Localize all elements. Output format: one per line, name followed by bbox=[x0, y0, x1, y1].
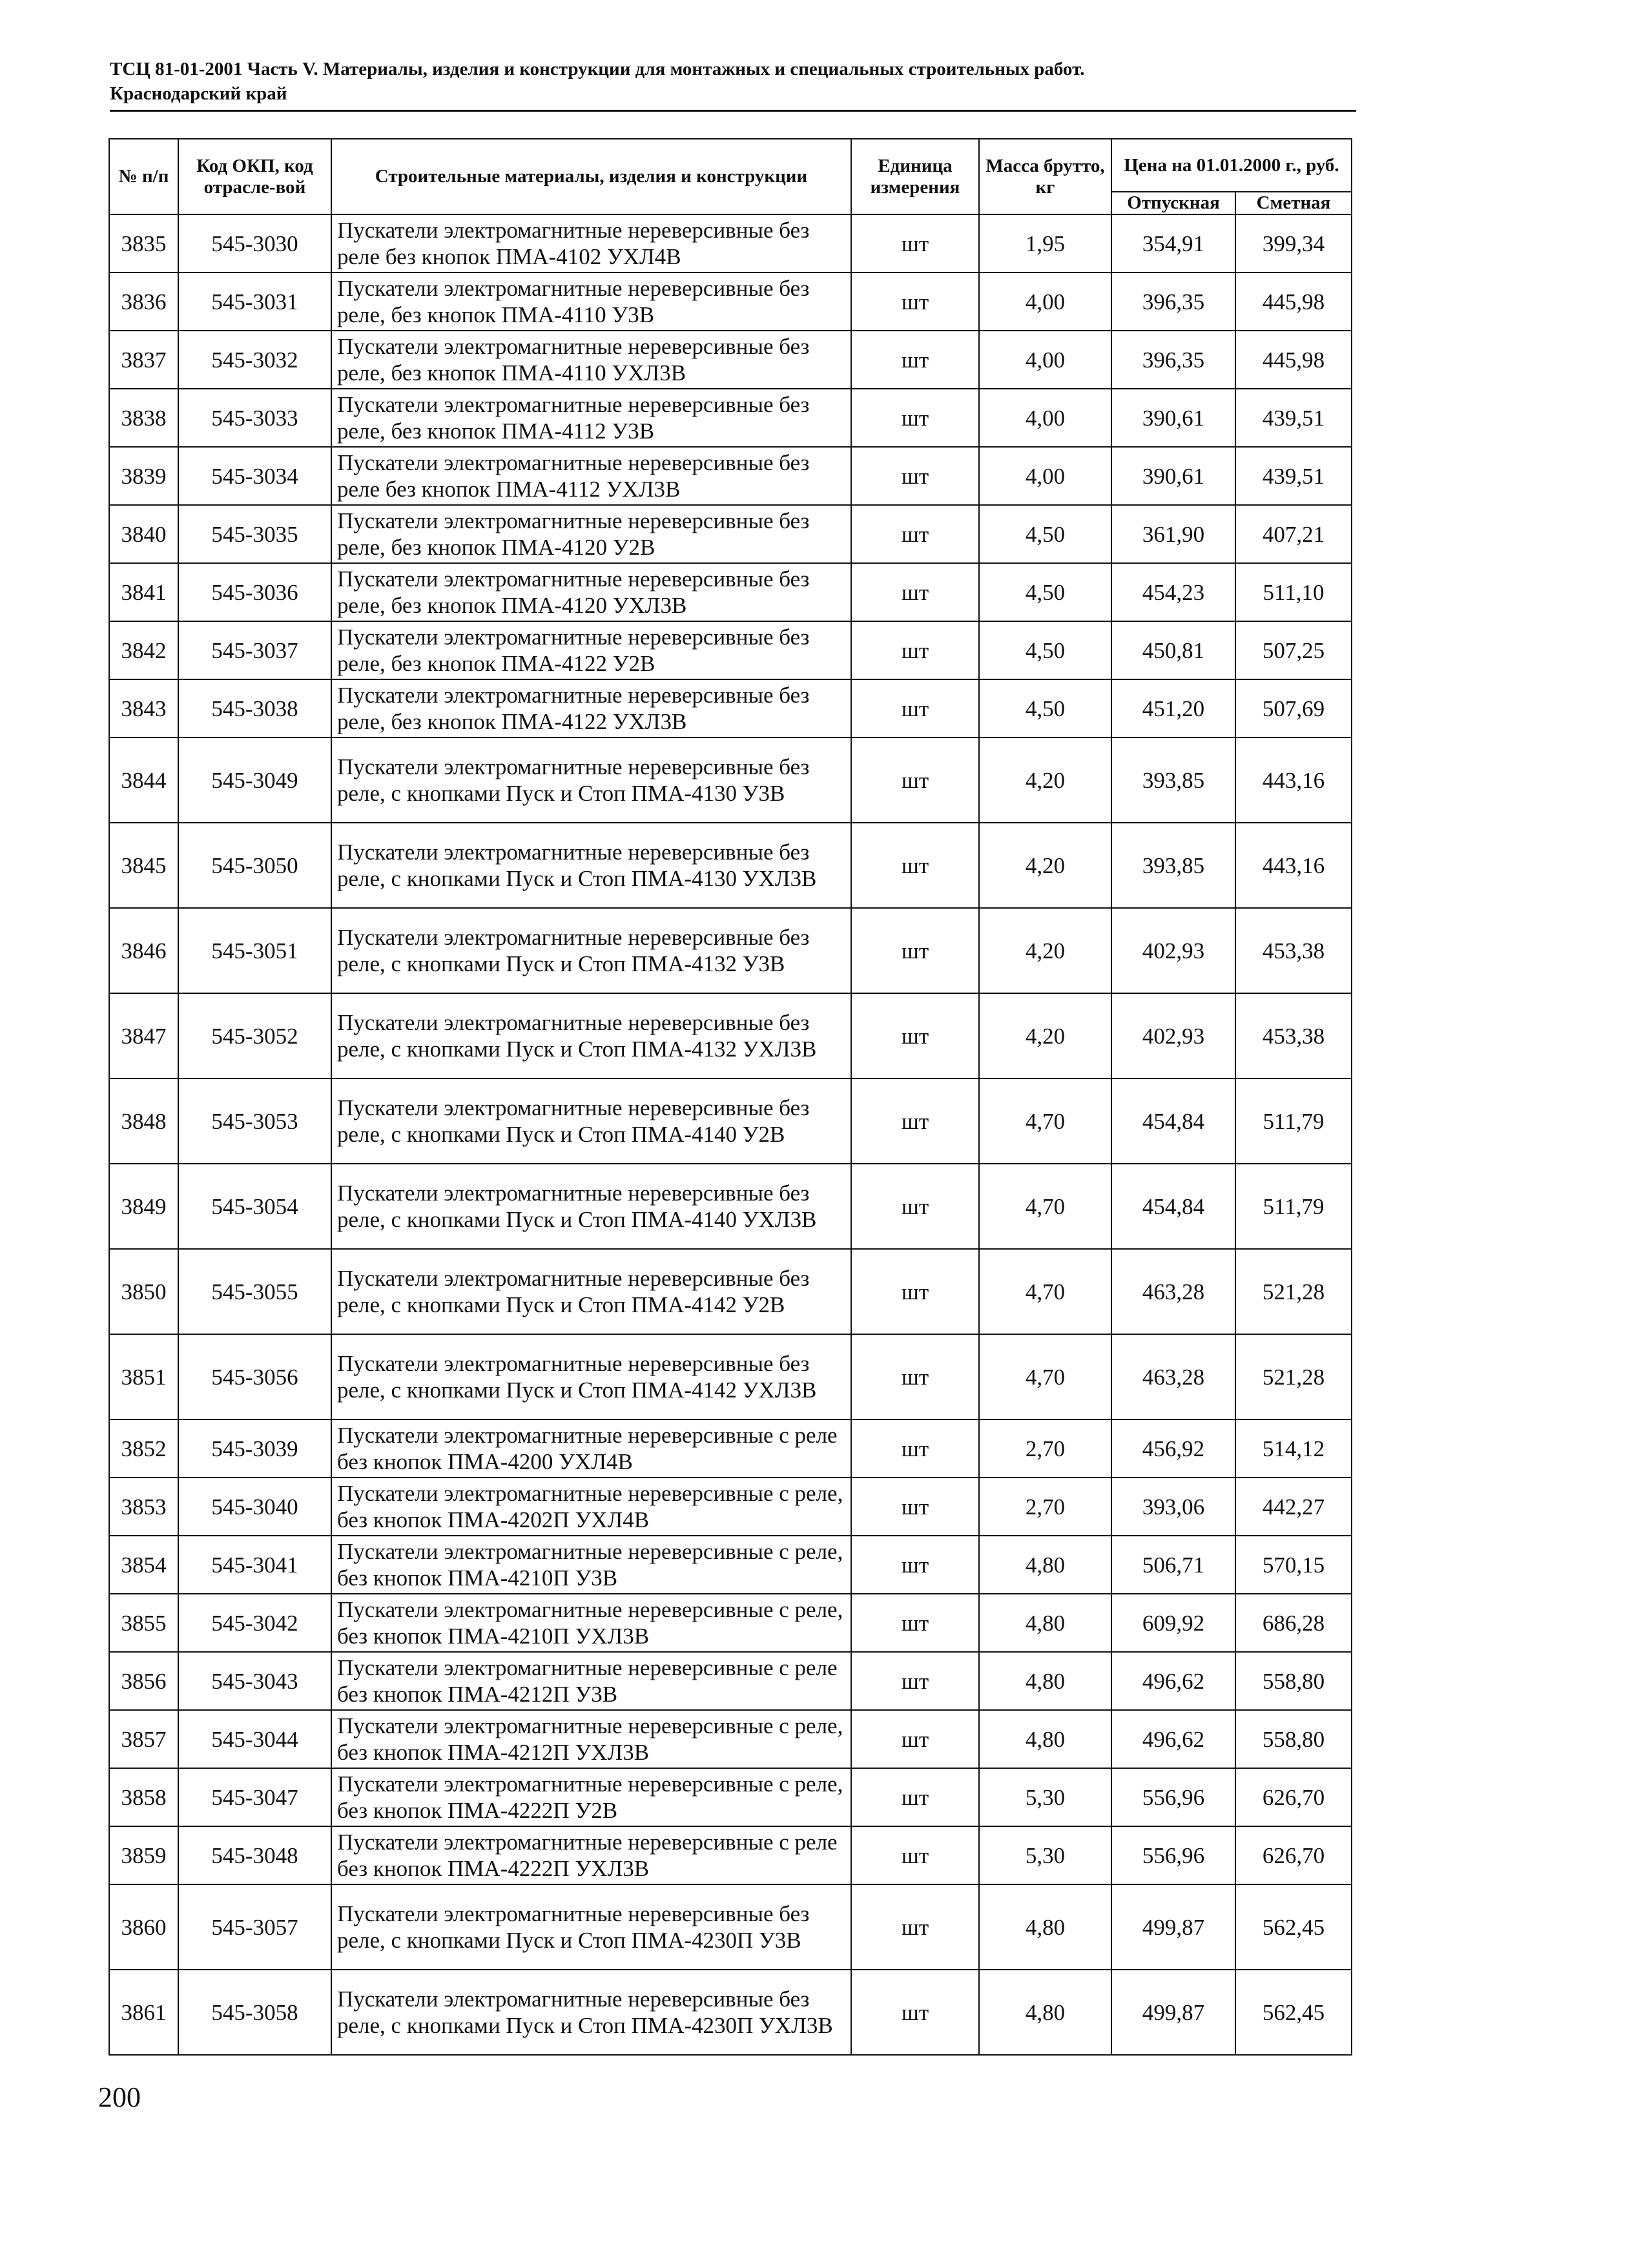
table-row bbox=[109, 993, 1352, 1078]
cell-unit: шт bbox=[851, 908, 979, 993]
cell-num: 3836 bbox=[109, 273, 178, 331]
cell-release: 454,84 bbox=[1111, 1078, 1235, 1164]
cell-okp: 545-3057 bbox=[178, 1884, 331, 1970]
cell-num: 3860 bbox=[109, 1884, 178, 1970]
cell-num: 3850 bbox=[109, 1249, 178, 1334]
cell-okp: 545-3052 bbox=[178, 993, 331, 1078]
cell-mass: 4,50 bbox=[979, 563, 1111, 621]
cell-num: 3857 bbox=[109, 1710, 178, 1768]
cell-name: Пускатели электромагнитные нереверсивные без реле, без кнопок ПМА-4122 У2В bbox=[331, 621, 851, 679]
table-row bbox=[109, 1536, 1352, 1594]
cell-release: 396,35 bbox=[1111, 331, 1235, 389]
cell-mass: 4,80 bbox=[979, 1970, 1111, 2055]
cell-estimate: 507,25 bbox=[1235, 621, 1352, 679]
cell-mass: 2,70 bbox=[979, 1419, 1111, 1478]
cell-unit: шт bbox=[851, 505, 979, 563]
cell-unit: шт bbox=[851, 1334, 979, 1419]
cell-mass: 4,50 bbox=[979, 679, 1111, 737]
cell-estimate: 562,45 bbox=[1235, 1970, 1352, 2055]
cell-mass: 4,20 bbox=[979, 737, 1111, 823]
cell-name: Пускатели электромагнитные нереверсивные без реле без кнопок ПМА-4102 УХЛ4В bbox=[331, 214, 851, 273]
table-row bbox=[109, 1594, 1352, 1652]
cell-unit: шт bbox=[851, 823, 979, 908]
cell-name: Пускатели электромагнитные нереверсивные с реле без кнопок ПМА-4212П У3В bbox=[331, 1652, 851, 1710]
table-row bbox=[109, 1710, 1352, 1768]
cell-okp: 545-3039 bbox=[178, 1419, 331, 1478]
cell-unit: шт bbox=[851, 1164, 979, 1249]
cell-release: 396,35 bbox=[1111, 273, 1235, 331]
cell-unit: шт bbox=[851, 1594, 979, 1652]
cell-num: 3859 bbox=[109, 1826, 178, 1884]
cell-okp: 545-3040 bbox=[178, 1478, 331, 1536]
page-number: 200 bbox=[98, 2081, 141, 2113]
cell-okp: 545-3056 bbox=[178, 1334, 331, 1419]
cell-mass: 4,50 bbox=[979, 505, 1111, 563]
cell-num: 3838 bbox=[109, 389, 178, 447]
cell-release: 354,91 bbox=[1111, 214, 1235, 273]
table-row bbox=[109, 1164, 1352, 1249]
cell-estimate: 570,15 bbox=[1235, 1536, 1352, 1594]
cell-okp: 545-3049 bbox=[178, 737, 331, 823]
cell-okp: 545-3042 bbox=[178, 1594, 331, 1652]
document-title: ТСЦ 81-01-2001 Часть V. Материалы, изделия и конструкции для монтажных и специальных строительных работ. bbox=[110, 59, 1085, 79]
col-header-mass: Масса брутто, кг bbox=[979, 139, 1111, 214]
cell-name: Пускатели электромагнитные нереверсивные без реле, без кнопок ПМА-4120 УХЛ3В bbox=[331, 563, 851, 621]
table-row bbox=[109, 679, 1352, 737]
cell-release: 361,90 bbox=[1111, 505, 1235, 563]
table-body bbox=[109, 214, 1352, 2055]
cell-estimate: 399,34 bbox=[1235, 214, 1352, 273]
cell-unit: шт bbox=[851, 1652, 979, 1710]
cell-okp: 545-3032 bbox=[178, 331, 331, 389]
cell-num: 3839 bbox=[109, 447, 178, 505]
cell-mass: 4,70 bbox=[979, 1334, 1111, 1419]
cell-unit: шт bbox=[851, 1970, 979, 2055]
cell-okp: 545-3048 bbox=[178, 1826, 331, 1884]
cell-name: Пускатели электромагнитные нереверсивные с реле, без кнопок ПМА-4210П УХЛ3В bbox=[331, 1594, 851, 1652]
cell-release: 456,92 bbox=[1111, 1419, 1235, 1478]
cell-name: Пускатели электромагнитные нереверсивные без реле, без кнопок ПМА-4120 У2В bbox=[331, 505, 851, 563]
cell-unit: шт bbox=[851, 447, 979, 505]
cell-num: 3847 bbox=[109, 993, 178, 1078]
cell-unit: шт bbox=[851, 1536, 979, 1594]
cell-release: 499,87 bbox=[1111, 1970, 1235, 2055]
cell-name: Пускатели электромагнитные нереверсивные с реле, без кнопок ПМА-4212П УХЛ3В bbox=[331, 1710, 851, 1768]
cell-okp: 545-3043 bbox=[178, 1652, 331, 1710]
region-subtitle: Краснодарский край bbox=[110, 83, 287, 104]
cell-unit: шт bbox=[851, 621, 979, 679]
cell-estimate: 686,28 bbox=[1235, 1594, 1352, 1652]
table-row bbox=[109, 823, 1352, 908]
cell-name: Пускатели электромагнитные нереверсивные без реле, с кнопками Пуск и Стоп ПМА-4132 У3В bbox=[331, 908, 851, 993]
cell-estimate: 558,80 bbox=[1235, 1710, 1352, 1768]
cell-num: 3840 bbox=[109, 505, 178, 563]
cell-unit: шт bbox=[851, 737, 979, 823]
cell-mass: 4,80 bbox=[979, 1652, 1111, 1710]
cell-num: 3853 bbox=[109, 1478, 178, 1536]
price-table bbox=[108, 138, 1352, 2056]
table-row bbox=[109, 214, 1352, 273]
cell-name: Пускатели электромагнитные нереверсивные с реле без кнопок ПМА-4222П УХЛ3В bbox=[331, 1826, 851, 1884]
cell-mass: 4,20 bbox=[979, 823, 1111, 908]
col-header-price: Цена на 01.01.2000 г., руб. bbox=[1111, 139, 1352, 192]
cell-mass: 4,20 bbox=[979, 908, 1111, 993]
cell-estimate: 445,98 bbox=[1235, 273, 1352, 331]
col-header-name: Строительные материалы, изделия и конструкции bbox=[331, 139, 851, 214]
cell-mass: 4,70 bbox=[979, 1164, 1111, 1249]
cell-okp: 545-3053 bbox=[178, 1078, 331, 1164]
cell-release: 609,92 bbox=[1111, 1594, 1235, 1652]
cell-unit: шт bbox=[851, 1768, 979, 1826]
page-header bbox=[110, 57, 1356, 106]
table-row bbox=[109, 505, 1352, 563]
table-row bbox=[109, 908, 1352, 993]
cell-mass: 4,50 bbox=[979, 621, 1111, 679]
cell-release: 393,06 bbox=[1111, 1478, 1235, 1536]
cell-release: 556,96 bbox=[1111, 1826, 1235, 1884]
cell-okp: 545-3030 bbox=[178, 214, 331, 273]
cell-mass: 5,30 bbox=[979, 1768, 1111, 1826]
cell-mass: 4,00 bbox=[979, 273, 1111, 331]
cell-release: 506,71 bbox=[1111, 1536, 1235, 1594]
cell-mass: 4,00 bbox=[979, 331, 1111, 389]
cell-release: 451,20 bbox=[1111, 679, 1235, 737]
cell-okp: 545-3055 bbox=[178, 1249, 331, 1334]
cell-estimate: 453,38 bbox=[1235, 993, 1352, 1078]
cell-num: 3851 bbox=[109, 1334, 178, 1419]
cell-estimate: 445,98 bbox=[1235, 331, 1352, 389]
cell-mass: 4,80 bbox=[979, 1594, 1111, 1652]
cell-release: 402,93 bbox=[1111, 993, 1235, 1078]
cell-release: 393,85 bbox=[1111, 823, 1235, 908]
cell-estimate: 511,10 bbox=[1235, 563, 1352, 621]
cell-estimate: 626,70 bbox=[1235, 1768, 1352, 1826]
cell-release: 463,28 bbox=[1111, 1249, 1235, 1334]
cell-estimate: 562,45 bbox=[1235, 1884, 1352, 1970]
cell-num: 3843 bbox=[109, 679, 178, 737]
cell-estimate: 439,51 bbox=[1235, 447, 1352, 505]
table-header bbox=[109, 139, 1352, 214]
cell-unit: шт bbox=[851, 1710, 979, 1768]
table-row bbox=[109, 563, 1352, 621]
cell-estimate: 442,27 bbox=[1235, 1478, 1352, 1536]
table-row bbox=[109, 1078, 1352, 1164]
cell-unit: шт bbox=[851, 1249, 979, 1334]
cell-num: 3849 bbox=[109, 1164, 178, 1249]
cell-mass: 4,20 bbox=[979, 993, 1111, 1078]
cell-mass: 4,70 bbox=[979, 1078, 1111, 1164]
cell-name: Пускатели электромагнитные нереверсивные без реле без кнопок ПМА-4112 УХЛ3В bbox=[331, 447, 851, 505]
cell-name: Пускатели электромагнитные нереверсивные без реле, с кнопками Пуск и Стоп ПМА-4140 У2В bbox=[331, 1078, 851, 1164]
cell-num: 3854 bbox=[109, 1536, 178, 1594]
cell-release: 402,93 bbox=[1111, 908, 1235, 993]
col-header-release: Отпускная bbox=[1111, 192, 1235, 214]
cell-okp: 545-3050 bbox=[178, 823, 331, 908]
cell-num: 3856 bbox=[109, 1652, 178, 1710]
cell-name: Пускатели электромагнитные нереверсивные с реле, без кнопок ПМА-4222П У2В bbox=[331, 1768, 851, 1826]
cell-estimate: 453,38 bbox=[1235, 908, 1352, 993]
cell-estimate: 443,16 bbox=[1235, 823, 1352, 908]
cell-name: Пускатели электромагнитные нереверсивные без реле, без кнопок ПМА-4112 У3В bbox=[331, 389, 851, 447]
cell-name: Пускатели электромагнитные нереверсивные без реле, с кнопками Пуск и Стоп ПМА-4132 УХЛ3В bbox=[331, 993, 851, 1078]
col-header-estimate: Сметная bbox=[1235, 192, 1352, 214]
cell-okp: 545-3031 bbox=[178, 273, 331, 331]
cell-name: Пускатели электромагнитные нереверсивные без реле, с кнопками Пуск и Стоп ПМА-4142 У2В bbox=[331, 1249, 851, 1334]
cell-estimate: 521,28 bbox=[1235, 1334, 1352, 1419]
cell-estimate: 507,69 bbox=[1235, 679, 1352, 737]
cell-release: 463,28 bbox=[1111, 1334, 1235, 1419]
cell-okp: 545-3038 bbox=[178, 679, 331, 737]
cell-name: Пускатели электромагнитные нереверсивные без реле, с кнопками Пуск и Стоп ПМА-4130 УХЛ3В bbox=[331, 823, 851, 908]
cell-mass: 4,00 bbox=[979, 389, 1111, 447]
cell-estimate: 521,28 bbox=[1235, 1249, 1352, 1334]
cell-okp: 545-3047 bbox=[178, 1768, 331, 1826]
cell-estimate: 443,16 bbox=[1235, 737, 1352, 823]
cell-estimate: 511,79 bbox=[1235, 1078, 1352, 1164]
table-row bbox=[109, 389, 1352, 447]
cell-mass: 4,80 bbox=[979, 1884, 1111, 1970]
table-row bbox=[109, 447, 1352, 505]
cell-unit: шт bbox=[851, 1826, 979, 1884]
cell-okp: 545-3058 bbox=[178, 1970, 331, 2055]
cell-estimate: 514,12 bbox=[1235, 1419, 1352, 1478]
table-row bbox=[109, 1419, 1352, 1478]
table-row bbox=[109, 621, 1352, 679]
cell-name: Пускатели электромагнитные нереверсивные без реле, без кнопок ПМА-4122 УХЛ3В bbox=[331, 679, 851, 737]
cell-release: 496,62 bbox=[1111, 1652, 1235, 1710]
cell-release: 454,84 bbox=[1111, 1164, 1235, 1249]
cell-release: 390,61 bbox=[1111, 447, 1235, 505]
cell-name: Пускатели электромагнитные нереверсивные с реле, без кнопок ПМА-4202П УХЛ4В bbox=[331, 1478, 851, 1536]
table-row bbox=[109, 1884, 1352, 1970]
table-row bbox=[109, 1768, 1352, 1826]
cell-okp: 545-3034 bbox=[178, 447, 331, 505]
cell-num: 3841 bbox=[109, 563, 178, 621]
cell-okp: 545-3033 bbox=[178, 389, 331, 447]
cell-num: 3855 bbox=[109, 1594, 178, 1652]
cell-mass: 4,00 bbox=[979, 447, 1111, 505]
col-header-num: № п/п bbox=[109, 139, 178, 214]
table-row bbox=[109, 1970, 1352, 2055]
cell-release: 454,23 bbox=[1111, 563, 1235, 621]
cell-unit: шт bbox=[851, 993, 979, 1078]
cell-num: 3861 bbox=[109, 1970, 178, 2055]
cell-release: 393,85 bbox=[1111, 737, 1235, 823]
table-row bbox=[109, 1826, 1352, 1884]
cell-name: Пускатели электромагнитные нереверсивные без реле, с кнопками Пуск и Стоп ПМА-4130 У3В bbox=[331, 737, 851, 823]
col-header-unit: Единица измерения bbox=[851, 139, 979, 214]
table-row bbox=[109, 331, 1352, 389]
cell-name: Пускатели электромагнитные нереверсивные без реле, с кнопками Пуск и Стоп ПМА-4230П У3В bbox=[331, 1884, 851, 1970]
cell-name: Пускатели электромагнитные нереверсивные без реле, с кнопками Пуск и Стоп ПМА-4142 УХЛ3В bbox=[331, 1334, 851, 1419]
cell-mass: 2,70 bbox=[979, 1478, 1111, 1536]
cell-name: Пускатели электромагнитные нереверсивные без реле, без кнопок ПМА-4110 УХЛ3В bbox=[331, 331, 851, 389]
cell-unit: шт bbox=[851, 1884, 979, 1970]
cell-okp: 545-3041 bbox=[178, 1536, 331, 1594]
cell-unit: шт bbox=[851, 214, 979, 273]
cell-unit: шт bbox=[851, 679, 979, 737]
table-row bbox=[109, 1652, 1352, 1710]
cell-estimate: 626,70 bbox=[1235, 1826, 1352, 1884]
cell-name: Пускатели электромагнитные нереверсивные с реле, без кнопок ПМА-4210П У3В bbox=[331, 1536, 851, 1594]
cell-num: 3844 bbox=[109, 737, 178, 823]
cell-release: 496,62 bbox=[1111, 1710, 1235, 1768]
table-row bbox=[109, 273, 1352, 331]
cell-unit: шт bbox=[851, 1478, 979, 1536]
cell-name: Пускатели электромагнитные нереверсивные без реле, с кнопками Пуск и Стоп ПМА-4230П УХЛ3В bbox=[331, 1970, 851, 2055]
cell-okp: 545-3051 bbox=[178, 908, 331, 993]
table-row bbox=[109, 1478, 1352, 1536]
cell-estimate: 439,51 bbox=[1235, 389, 1352, 447]
cell-okp: 545-3044 bbox=[178, 1710, 331, 1768]
cell-num: 3845 bbox=[109, 823, 178, 908]
cell-unit: шт bbox=[851, 1419, 979, 1478]
cell-num: 3846 bbox=[109, 908, 178, 993]
cell-num: 3835 bbox=[109, 214, 178, 273]
cell-release: 556,96 bbox=[1111, 1768, 1235, 1826]
cell-release: 499,87 bbox=[1111, 1884, 1235, 1970]
cell-mass: 4,80 bbox=[979, 1536, 1111, 1594]
cell-unit: шт bbox=[851, 331, 979, 389]
cell-unit: шт bbox=[851, 1078, 979, 1164]
cell-name: Пускатели электромагнитные нереверсивные с реле без кнопок ПМА-4200 УХЛ4В bbox=[331, 1419, 851, 1478]
cell-unit: шт bbox=[851, 563, 979, 621]
cell-num: 3848 bbox=[109, 1078, 178, 1164]
cell-num: 3852 bbox=[109, 1419, 178, 1478]
cell-release: 450,81 bbox=[1111, 621, 1235, 679]
table-row bbox=[109, 1249, 1352, 1334]
col-header-okp: Код ОКП, код отрасле-вой bbox=[178, 139, 331, 214]
cell-okp: 545-3036 bbox=[178, 563, 331, 621]
cell-name: Пускатели электромагнитные нереверсивные без реле, с кнопками Пуск и Стоп ПМА-4140 УХЛ3В bbox=[331, 1164, 851, 1249]
cell-okp: 545-3037 bbox=[178, 621, 331, 679]
cell-num: 3858 bbox=[109, 1768, 178, 1826]
cell-estimate: 558,80 bbox=[1235, 1652, 1352, 1710]
cell-name: Пускатели электромагнитные нереверсивные без реле, без кнопок ПМА-4110 У3В bbox=[331, 273, 851, 331]
cell-num: 3842 bbox=[109, 621, 178, 679]
cell-release: 390,61 bbox=[1111, 389, 1235, 447]
cell-unit: шт bbox=[851, 273, 979, 331]
cell-okp: 545-3035 bbox=[178, 505, 331, 563]
header-rule bbox=[110, 110, 1356, 112]
table-row bbox=[109, 1334, 1352, 1419]
cell-mass: 4,80 bbox=[979, 1710, 1111, 1768]
cell-estimate: 407,21 bbox=[1235, 505, 1352, 563]
cell-mass: 5,30 bbox=[979, 1826, 1111, 1884]
cell-unit: шт bbox=[851, 389, 979, 447]
cell-estimate: 511,79 bbox=[1235, 1164, 1352, 1249]
table-row bbox=[109, 737, 1352, 823]
cell-okp: 545-3054 bbox=[178, 1164, 331, 1249]
cell-mass: 4,70 bbox=[979, 1249, 1111, 1334]
cell-mass: 1,95 bbox=[979, 214, 1111, 273]
cell-num: 3837 bbox=[109, 331, 178, 389]
